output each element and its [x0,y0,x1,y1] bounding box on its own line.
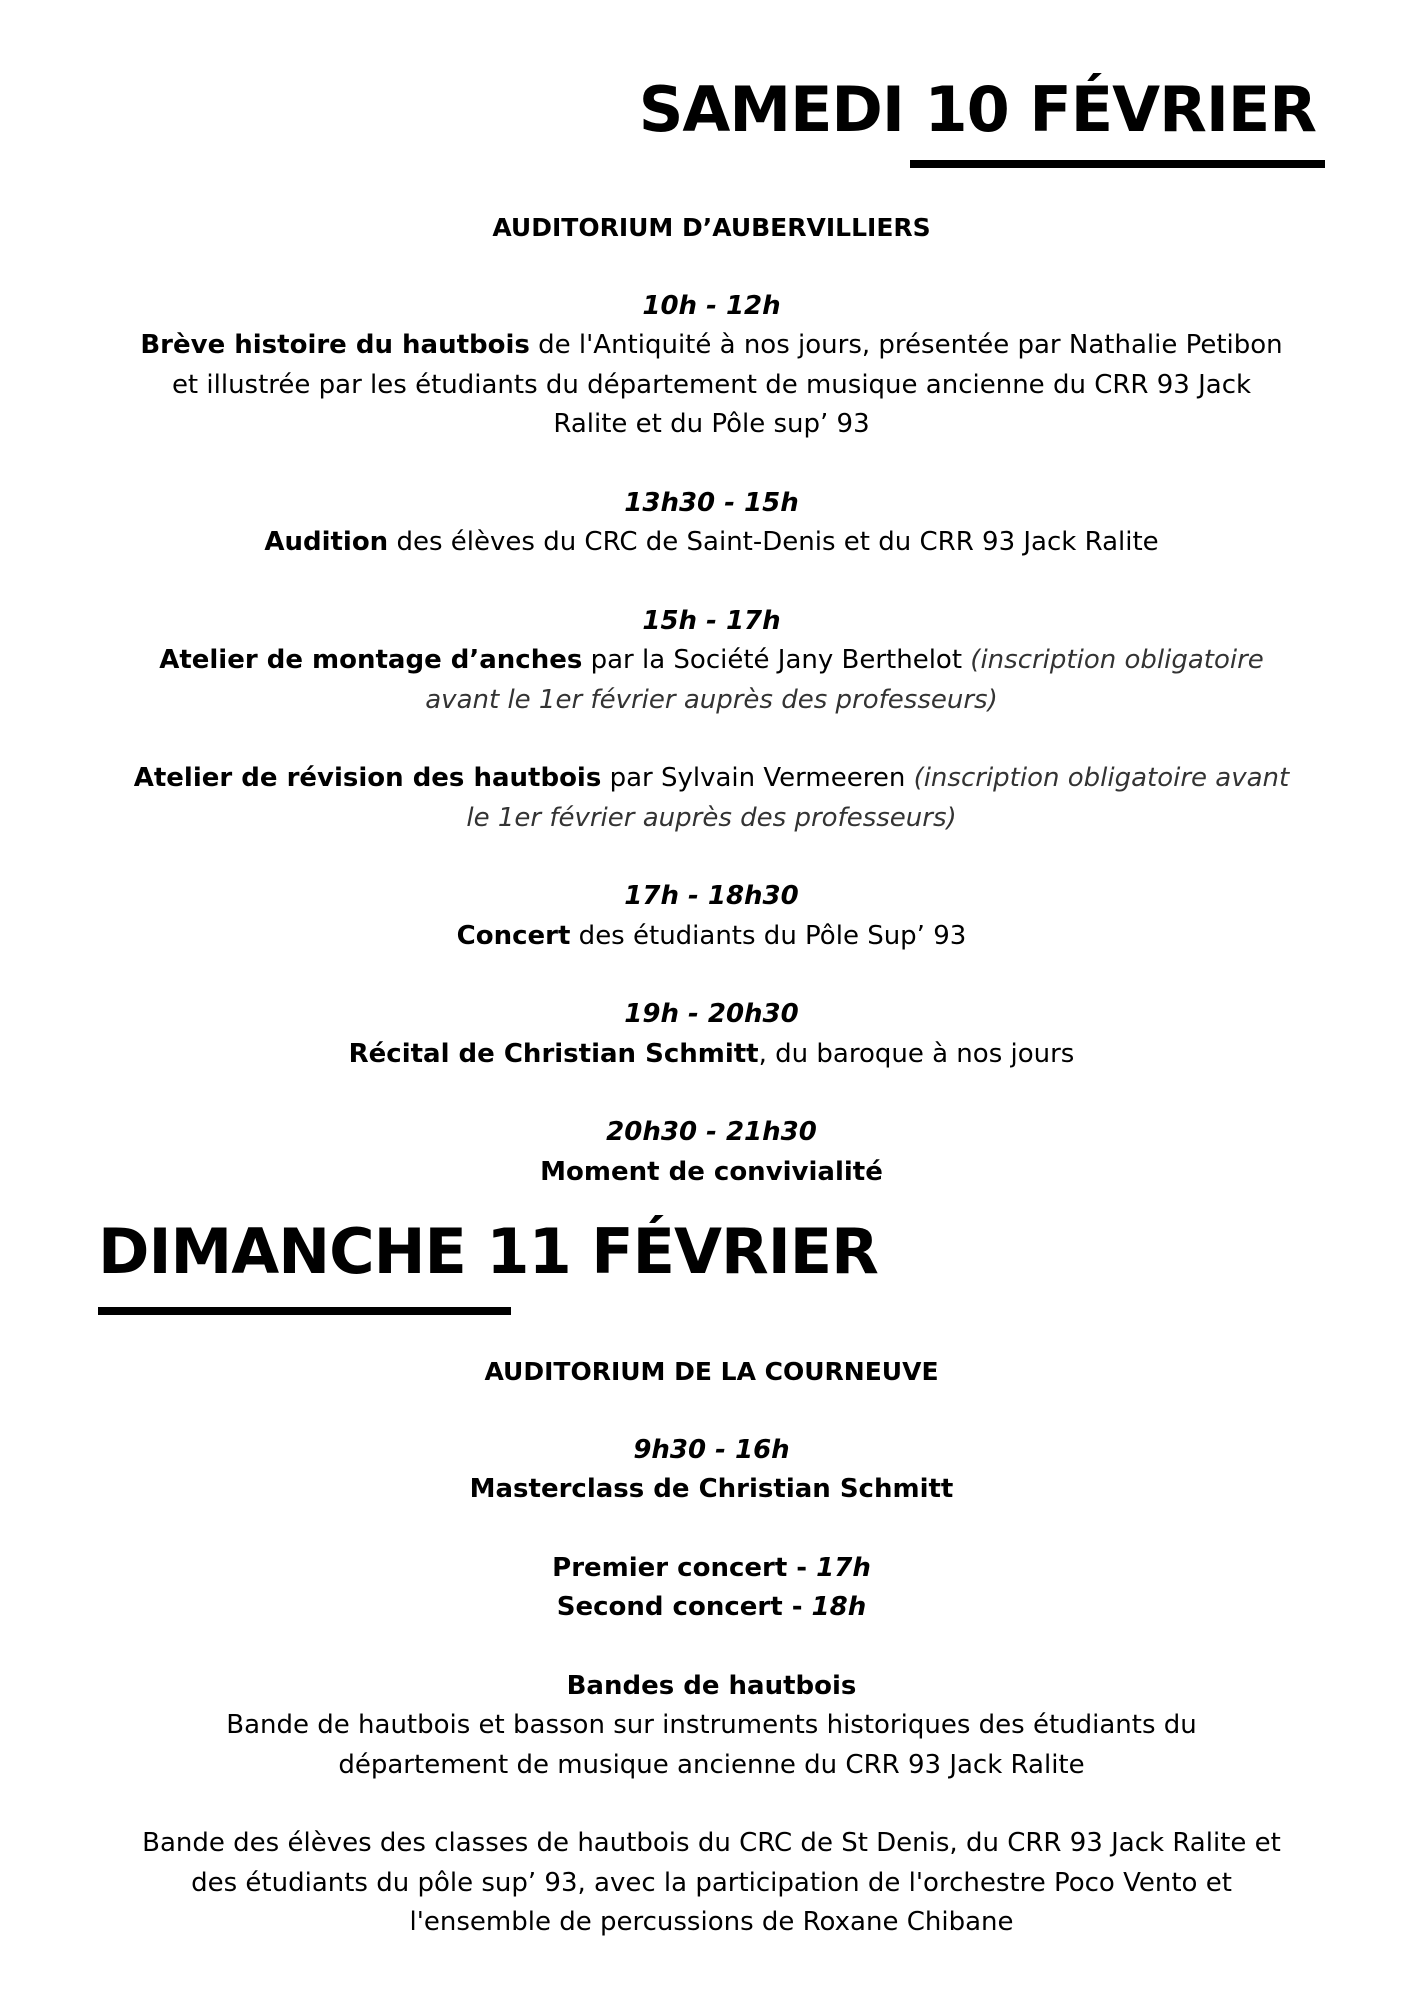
day2-heading-underline [98,1307,511,1315]
event-description-line [98,1153,1325,1193]
event-note: le 1er février auprès des professeurs) [466,802,957,833]
event-audition [98,484,1325,563]
event-text: par Sylvain Vermeeren [601,763,914,793]
event-breve-histoire [98,287,1325,445]
concert-label: Premier concert - [552,1552,817,1583]
event-time: 10h - 12h [642,290,781,321]
day1-venue: AUDITORIUM D’AUBERVILLIERS [492,213,931,242]
event-description-line: des étudiants du pôle sup’ 93, avec la participation de l'orchestre Poco Vento et [191,1867,1232,1898]
day1-heading: SAMEDI 10 FÉVRIER [638,73,1316,146]
event-concert [98,877,1325,956]
event-description-line [98,917,1325,957]
day1-heading-underline [910,160,1325,168]
event-time: 20h30 - 21h30 [606,1117,817,1147]
event-time: 9h30 - 16h [633,1434,790,1465]
event-description-line [98,799,1325,839]
concert-time: 18h [811,1592,867,1622]
event-text: de l'Antiquité à nos jours, présentée par Nathalie Petibon [529,330,1283,360]
event-note: (inscription obligatoire [970,645,1264,675]
day1-section [98,208,1325,1192]
event-description-line [98,1470,1325,1510]
event-description-line: département de musique ancienne du CRR 93 Jack Ralite [338,1749,1085,1780]
event-description-line [98,326,1325,366]
event-title: Brève histoire du hautbois [140,330,530,360]
event-title: Récital de Christian Schmitt [348,1038,759,1069]
event-title: Audition [264,527,389,557]
event-atelier-revision [98,759,1325,838]
concert-label: Second concert - [556,1592,812,1622]
event-description-line [98,641,1325,681]
day2-venue: AUDITORIUM DE LA COURNEUVE [484,1357,939,1386]
event-description-line: Bande des élèves des classes de hautbois du CRC de St Denis, du CRR 93 Jack Ralite et [142,1828,1281,1858]
event-note: (inscription obligatoire avant [913,763,1290,793]
event-title: Bandes de hautbois [566,1670,857,1701]
event-description-line: l'ensemble de percussions de Roxane Chibane [409,1907,1014,1937]
event-time: 17h - 18h30 [624,881,799,911]
day2-heading: DIMANCHE 11 FÉVRIER [98,1215,878,1288]
event-text: des élèves du CRC de Saint-Denis et du CRR 93 Jack Ralite [388,527,1159,557]
event-concerts [98,1549,1325,1628]
event-convivialite [98,1113,1325,1192]
event-text: par la Société Jany Berthelot [582,645,971,675]
event-title: Moment de convivialité [540,1156,883,1187]
event-description-line: Ralite et du Pôle sup’ 93 [553,409,870,439]
event-description-line: et illustrée par les étudiants du département de musique ancienne du CRR 93 Jack [171,369,1252,400]
event-atelier-anches [98,602,1325,721]
event-time: 15h - 17h [642,605,781,636]
event-note: avant le 1er février auprès des professeurs) [425,684,998,715]
event-masterclass [98,1431,1325,1510]
event-description-line [98,523,1325,563]
event-title: Atelier de montage d’anches [159,645,583,675]
event-bandes-hautbois [98,1667,1325,1786]
event-description-line [98,759,1325,799]
event-description-line [98,1035,1325,1075]
day2-section [98,1352,1325,1943]
event-description-line: Bande de hautbois et basson sur instruments historiques des étudiants du [226,1710,1197,1740]
event-text: des étudiants du Pôle Sup’ 93 [570,920,967,951]
concert-time: 17h [816,1552,871,1583]
event-description-line [98,681,1325,721]
event-description-line [98,1549,1325,1589]
event-time: 19h - 20h30 [624,999,799,1029]
event-description-line [98,1588,1325,1628]
event-time: 13h30 - 15h [624,487,799,518]
event-title: Atelier de révision des hautbois [133,763,602,793]
event-description-line [98,1667,1325,1707]
event-bande-eleves [98,1824,1325,1943]
event-title: Masterclass de Christian Schmitt [469,1474,954,1504]
event-recital [98,995,1325,1074]
event-title: Concert [456,920,571,951]
event-text: , du baroque à nos jours [758,1038,1075,1069]
